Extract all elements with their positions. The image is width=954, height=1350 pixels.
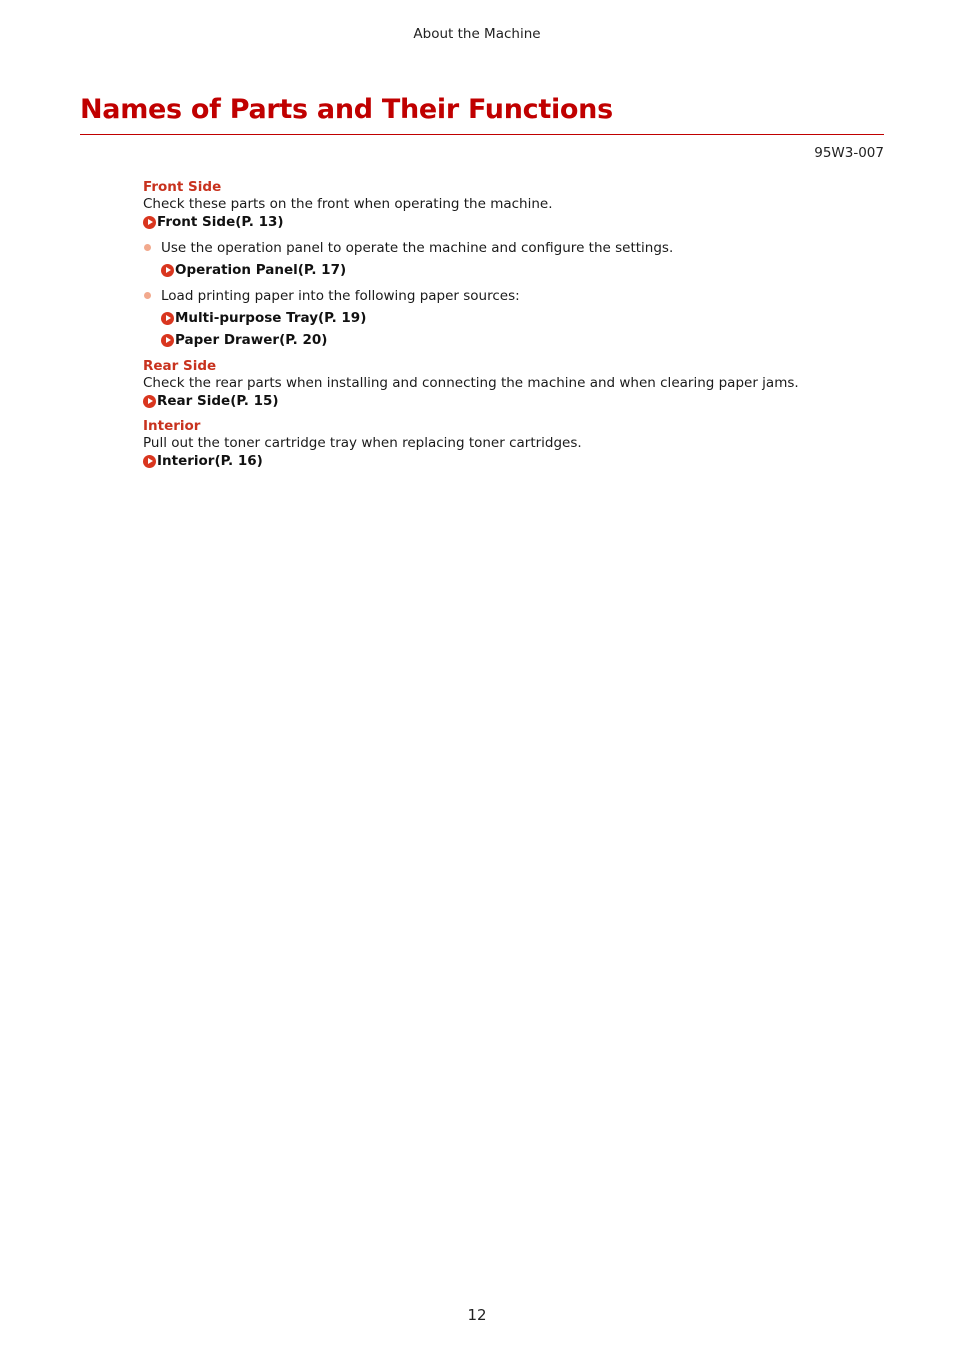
section-heading: Front Side — [143, 179, 222, 195]
sub-links — [161, 261, 863, 279]
link-multi-purpose-tray[interactable] — [161, 309, 863, 327]
section-front-side — [143, 178, 863, 349]
sub-links — [161, 309, 863, 349]
bullet-text: Use the operation panel to operate the machine and configure the settings. — [161, 240, 674, 256]
list-item — [143, 287, 863, 349]
list-item — [143, 239, 863, 279]
circle-arrow-right-icon — [143, 216, 156, 229]
section-heading: Rear Side — [143, 358, 217, 374]
circle-arrow-right-icon — [143, 395, 156, 408]
link-operation-panel[interactable] — [161, 261, 863, 279]
section-heading: Interior — [143, 418, 201, 434]
link-paper-drawer[interactable] — [161, 331, 863, 349]
link-rear-side[interactable] — [143, 392, 863, 410]
circle-arrow-right-icon — [143, 455, 156, 468]
page-number: 12 — [467, 1306, 487, 1324]
section-interior — [143, 417, 863, 470]
bullet-list — [143, 239, 863, 349]
section-description: Pull out the toner cartridge tray when replacing toner cartridges. — [143, 435, 582, 451]
content — [143, 178, 863, 477]
running-header: About the Machine — [413, 26, 541, 42]
link-front-side[interactable] — [143, 213, 863, 231]
circle-arrow-right-icon — [161, 264, 174, 277]
section-description: Check the rear parts when installing and connecting the machine and when clearing paper jams. — [143, 375, 799, 391]
bullet-text: Load printing paper into the following paper sources: — [161, 288, 520, 304]
section-rear-side — [143, 357, 863, 410]
document-id: 95W3-007 — [814, 145, 884, 161]
circle-arrow-right-icon — [161, 312, 174, 325]
link-label: Multi-purpose Tray(P. 19) — [175, 310, 367, 326]
section-description: Check these parts on the front when operating the machine. — [143, 196, 553, 212]
link-label: Operation Panel(P. 17) — [175, 262, 347, 278]
link-label: Front Side(P. 13) — [157, 214, 284, 230]
bullet-dot-icon — [144, 292, 151, 299]
link-interior[interactable] — [143, 452, 863, 470]
bullet-dot-icon — [144, 244, 151, 251]
link-label: Rear Side(P. 15) — [157, 393, 279, 409]
title-rule — [80, 134, 884, 135]
circle-arrow-right-icon — [161, 334, 174, 347]
page-title: Names of Parts and Their Functions — [80, 94, 613, 125]
link-label: Paper Drawer(P. 20) — [175, 332, 328, 348]
link-label: Interior(P. 16) — [157, 453, 263, 469]
